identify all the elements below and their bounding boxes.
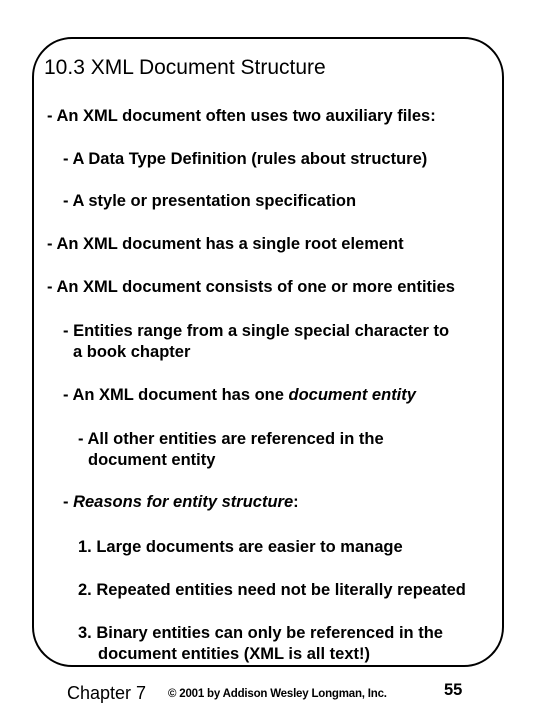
bullet-style-spec: - A style or presentation specification: [63, 192, 357, 210]
bullet-entities: - An XML document consists of one or more entities: [47, 278, 455, 296]
slide-title: 10.3 XML Document Structure: [44, 56, 326, 79]
bullet-reasons-prefix: -: [63, 493, 74, 511]
bullet-reasons: [63, 492, 299, 513]
bullet-other-entities: [78, 429, 384, 471]
reason-2: 2. Repeated entities need not be literally repeated: [78, 581, 466, 599]
bullet-other-entities-line-2: document entity: [88, 451, 216, 469]
reason-3-line-2: document entities (XML is all text!): [98, 645, 370, 663]
bullet-entity-range-line-2: a book chapter: [73, 343, 191, 361]
footer-copyright: © 2001 by Addison Wesley Longman, Inc.: [168, 688, 387, 700]
bullet-document-entity-text: - An XML document has one: [63, 386, 289, 404]
footer-chapter: Chapter 7: [67, 683, 147, 703]
reason-3: [78, 623, 443, 665]
reason-1: 1. Large documents are easier to manage: [78, 538, 403, 556]
bullet-reasons-emphasis: Reasons for entity structure: [73, 493, 294, 511]
footer-page-number: 55: [444, 681, 463, 699]
bullet-reasons-suffix: :: [293, 493, 299, 511]
bullet-root-element: - An XML document has a single root element: [47, 235, 404, 253]
reason-3-line-1: 3. Binary entities can only be referenced in the: [78, 624, 443, 642]
bullet-auxiliary-files: - An XML document often uses two auxiliary files:: [47, 107, 436, 125]
bullet-entity-range-line-1: - Entities range from a single special character to: [63, 322, 450, 340]
bullet-other-entities-line-1: - All other entities are referenced in the: [78, 430, 384, 448]
bullet-document-entity: [63, 385, 416, 406]
bullet-dtd: - A Data Type Definition (rules about structure): [63, 150, 428, 168]
bullet-document-entity-emphasis: document entity: [288, 386, 416, 404]
bullet-entity-range: [63, 321, 449, 363]
